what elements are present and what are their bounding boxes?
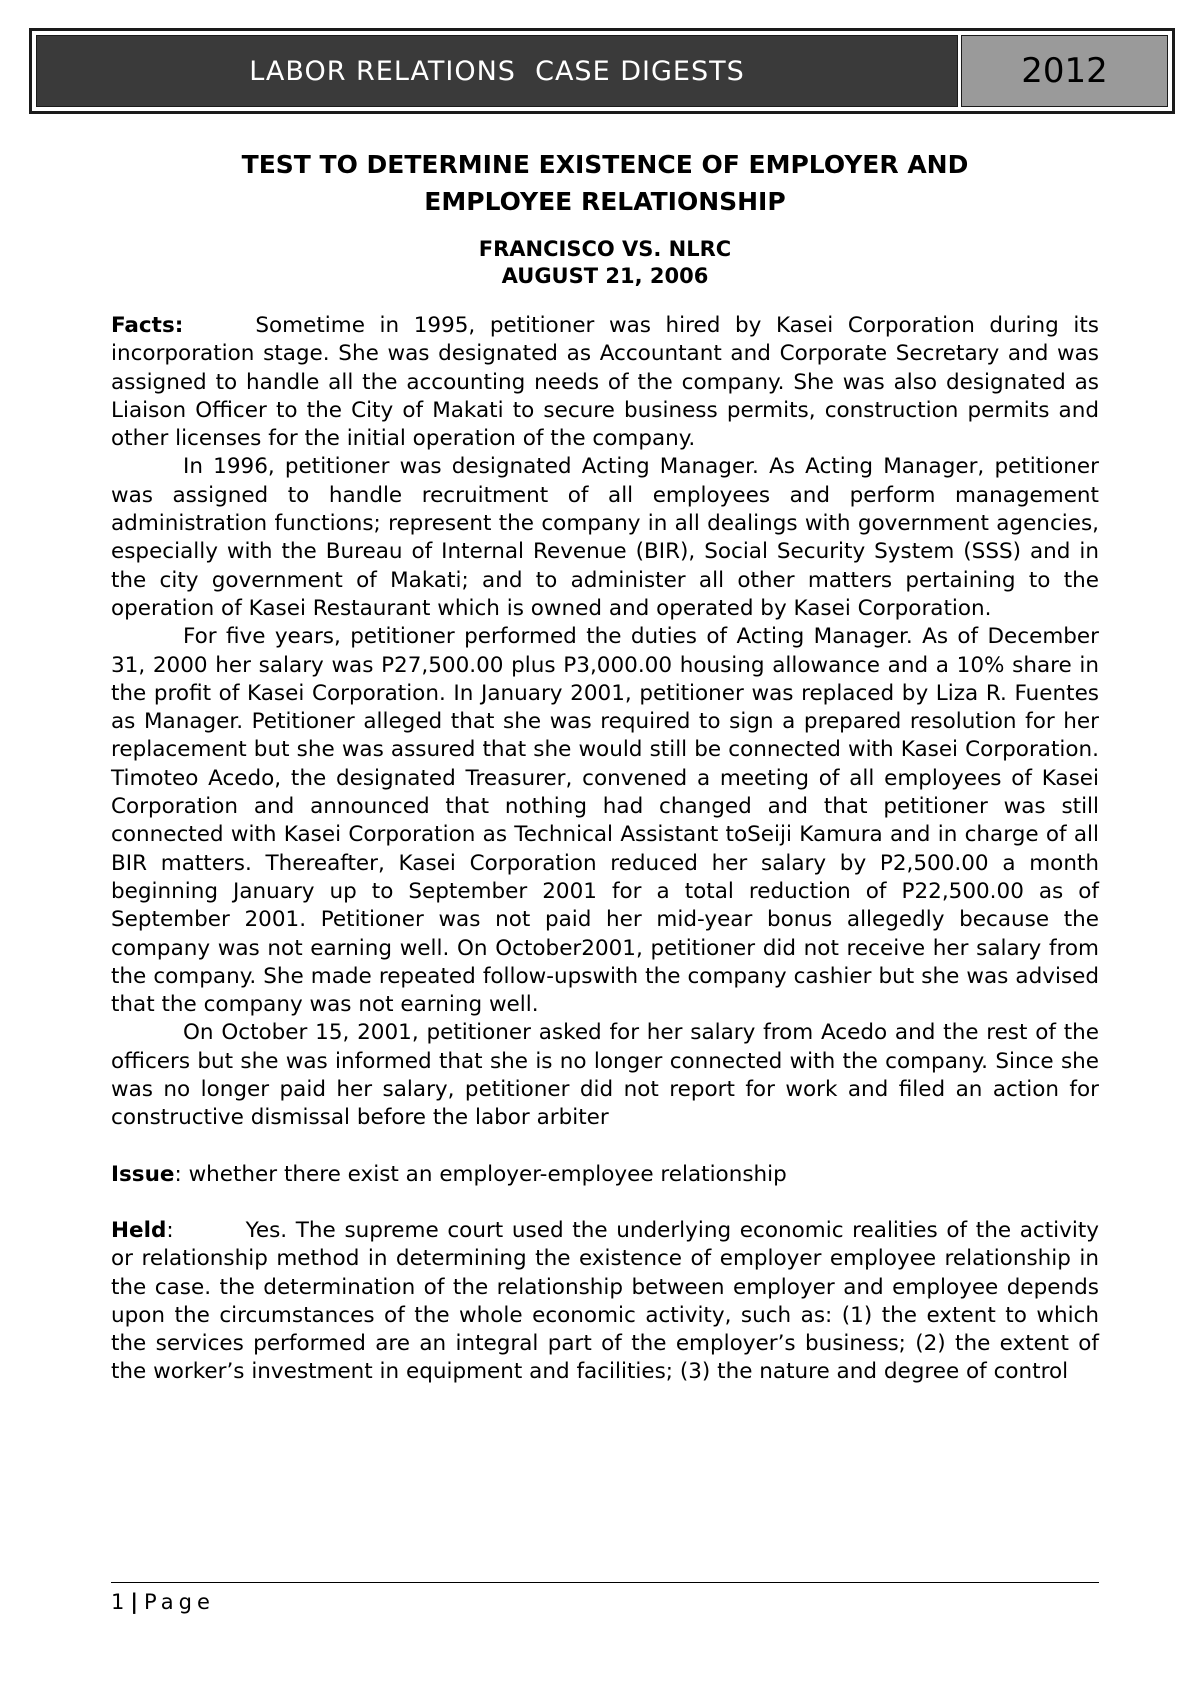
page-number: 1 — [111, 1590, 125, 1614]
facts-paragraph-3: For five years, petitioner performed the duties of Acting Manager. As of December 31, 2000 her salary was P27,500.00 plus P3,000.00 housing allowance and a 10% share in the profit of Kasei Corporation. In January 2001, petitioner was replaced by Liza R. Fuentes as Manager. Petitioner alleged that she was required to sign a prepared resolution for her replacement but she was assured that she would still be connected with Kasei Corporation. Timoteo Acedo, the designated Treasurer, convened a meeting of all employees of Kasei Corporation and announced that nothing had changed and that petitioner was still connected with Kasei Corporation as Technical Assistant toSeiji Kamura and in charge of all BIR matters. Thereafter, Kasei Corporation reduced her salary by P2,500.00 a month beginning January up to September 2001 for a total reduction of P22,500.00 as of September 2001. Petitioner was not paid her mid-year bonus allegedly because the company was not earning well. On October2001, petitioner did not receive her salary from the company. She made repeated follow-upswith the company cashier but she was advised that the company was not earning well. — [111, 624, 1099, 1018]
document-body — [111, 146, 1099, 1387]
held-text: Yes. The supreme court used the underlying economic realities of the activity or relationship method in determining the existence of employer employee relationship in the case. the determination of the relationship between employer and employee depends upon the circumstances of the whole economic activity, such as: (1) the extent to which the services performed are an integral part of the employer’s business; (2) the extent of the worker’s investment in equipment and facilities; (3) the nature and degree of control — [111, 1217, 1099, 1385]
document-header — [29, 28, 1175, 114]
header-year: 2012 — [1021, 51, 1108, 91]
header-title-box — [36, 35, 958, 107]
case-date: AUGUST 21, 2006 — [501, 264, 709, 288]
case-name: FRANCISCO VS. NLRC — [478, 237, 732, 261]
facts-paragraph-1: Facts: Sometime in 1995, petitioner was hired by Kasei Corporation during its incorporation stage. She was designated as Accountant and Corporate Secretary and was assigned to handle all the accounting needs of the company. She was also designated as Liaison Officer to the City of Makati to secure business permits, construction permits and other licenses for the initial operation of the company. — [111, 313, 1099, 452]
issue-label: Issue — [111, 1161, 175, 1187]
issue-text: whether there exist an employer-employee relationship — [188, 1161, 787, 1187]
facts-label: Facts — [111, 313, 175, 338]
facts-paragraph-4: On October 15, 2001, petitioner asked for her salary from Acedo and the rest of the officers but she was informed that she is no longer connected with the company. Since she was no longer paid her salary, petitioner did not report for work and filed an action for constructive dismissal before the labor arbiter — [111, 1020, 1099, 1131]
facts-text-1: Sometime in 1995, petitioner was hired by Kasei Corporation during its incorporation stage. She was designated as Accountant and Corporate Secretary and was assigned to handle all the accounting needs of the company. She was also designated as Liaison Officer to the City of Makati to secure business permits, construction permits and other licenses for the initial operation of the company. — [111, 313, 1099, 452]
facts-paragraph-2: In 1996, petitioner was designated Acting Manager. As Acting Manager, petitioner was assigned to handle recruitment of all employees and perform management administration functions; represent the company in all dealings with government agencies, especially with the Bureau of Internal Revenue (BIR), Social Security System (SSS) and in the city government of Makati; and to administer all other matters pertaining to the operation of Kasei Restaurant which is owned and operated by Kasei Corporation. — [111, 454, 1099, 621]
header-year-box — [961, 35, 1168, 107]
held-label: Held — [111, 1217, 167, 1243]
footer-separator: | — [130, 1590, 139, 1614]
page-label: Page — [144, 1590, 215, 1614]
footer-divider — [111, 1582, 1099, 1583]
header-title: LABOR RELATIONS CASE DIGESTS — [249, 55, 745, 87]
document-title — [111, 146, 1099, 220]
held-paragraph: Held: Yes. The supreme court used the underlying economic realities of the activity or relationship method in determining the existence of employer employee relationship in the case. the determination of the relationship between employer and employee depends upon the circumstances of the whole economic activity, such as: (1) the extent to which the services performed are an integral part of the employer’s business; (2) the extent of the worker’s investment in equipment and facilities; (3) the nature and degree of control — [111, 1217, 1099, 1385]
title-line-2: EMPLOYEE RELATIONSHIP — [424, 187, 786, 216]
issue-paragraph: Issue: whether there exist an employer-employee relationship — [111, 1161, 787, 1187]
page-footer — [111, 1588, 215, 1616]
title-line-1: TEST TO DETERMINE EXISTENCE OF EMPLOYER AND — [241, 150, 969, 179]
